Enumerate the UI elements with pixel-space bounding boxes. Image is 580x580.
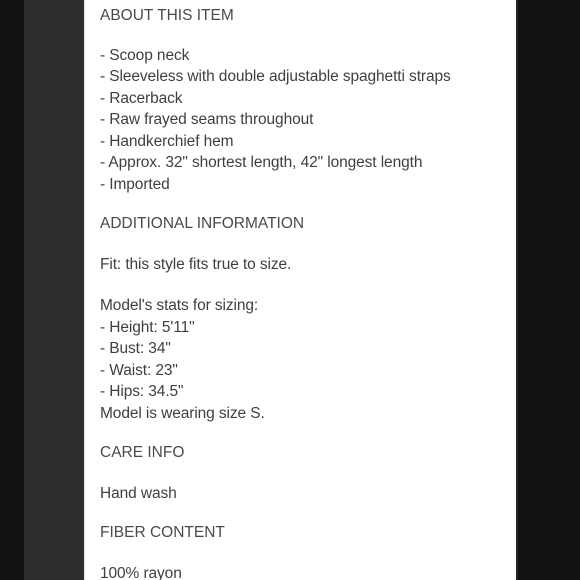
model-stats-title: Model's stats for sizing: — [100, 297, 259, 314]
model-stats-list — [100, 317, 506, 403]
about-item-length: - Approx. 32" shortest length, 42" longest length — [100, 154, 423, 171]
about-heading: ABOUT THIS ITEM — [100, 7, 234, 24]
about-item-racerback: - Racerback — [100, 89, 183, 107]
product-details-content — [100, 5, 506, 580]
about-item-imported: - Imported — [100, 175, 170, 193]
product-details-panel[interactable] — [84, 0, 516, 580]
left-black-border — [0, 0, 24, 580]
about-item-straps: - Sleeveless with double adjustable spaghetti straps — [100, 68, 451, 85]
fiber-content-text: 100% rayon — [100, 564, 182, 580]
about-item-hem: - Handkerchief hem — [100, 132, 234, 150]
model-stat-bust: - Bust: 34" — [100, 340, 171, 357]
left-gray-gutter — [24, 0, 84, 580]
model-stat-hips: - Hips: 34.5" — [100, 383, 184, 400]
care-info-heading: CARE INFO — [100, 444, 185, 461]
fiber-content-heading: FIBER CONTENT — [100, 524, 225, 541]
fit-text: Fit: this style fits true to size. — [100, 255, 292, 273]
additional-info-heading: ADDITIONAL INFORMATION — [100, 215, 305, 232]
about-item-scoop-neck: - Scoop neck — [100, 46, 190, 64]
model-stat-waist: - Waist: 23" — [100, 361, 178, 379]
about-item-seams: - Raw frayed seams throughout — [100, 111, 314, 128]
right-black-border — [518, 0, 580, 580]
model-size-text: Model is wearing size S. — [100, 404, 265, 422]
model-stat-height: - Height: 5'11" — [100, 318, 195, 336]
about-feature-list — [100, 45, 506, 196]
care-info-text: Hand wash — [100, 484, 177, 502]
